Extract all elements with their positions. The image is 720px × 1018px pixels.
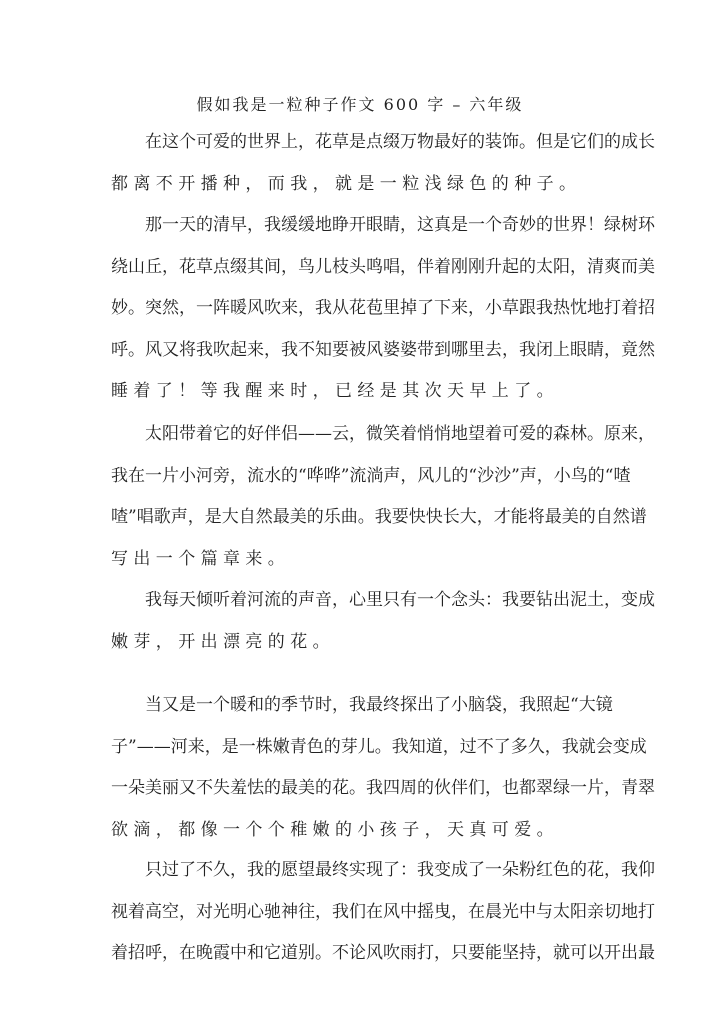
text-line: 着招呼，在晚霞中和它道别。不论风吹雨打，只要能坚持，就可以开出最 xyxy=(111,943,655,963)
paragraph-1 xyxy=(111,122,655,205)
paragraph-5 xyxy=(111,685,655,851)
paragraph-2 xyxy=(111,205,655,413)
text-line: 子”——河来，是一株嫩青色的芽儿。我知道，过不了多久，我就会变成 xyxy=(111,736,647,757)
text-line: 欲滴，都像一个个稚嫩的小孩子，天真可爱。 xyxy=(111,819,559,840)
text-line: 呼。风又将我吹起来，我不知要被风婆婆带到哪里去，我闭上眼睛，竟然 xyxy=(111,339,655,360)
text-line: 在这个可爱的世界上，花草是点缀万物最好的装饰。但是它们的成长 xyxy=(145,132,655,152)
paragraph-4 xyxy=(111,580,655,663)
text-line: 太阳带着它的好伴侣——云，微笑着悄悄地望着可爱的森林。原来， xyxy=(145,424,655,444)
text-line: 睡着了！等我醒来时，已经是其次天早上了。 xyxy=(111,381,559,401)
text-line: 我每天倾听着河流的声音，心里只有一个念头：我要钻出泥土，变成 xyxy=(145,590,655,610)
text-line: 绕山丘，花草点缀其间，鸟儿枝头鸣唱，伴着刚刚升起的太阳，清爽而美 xyxy=(111,256,655,277)
text-line: 都离不开播种，而我，就是一粒浅绿色的种子。 xyxy=(111,173,582,194)
document-title: 假如我是一粒种子作文 600 字 – 六年级 xyxy=(196,95,524,114)
text-line: 妙。突然，一阵暖风吹来，我从花苞里掉了下来，小草跟我热忱地打着招 xyxy=(111,298,655,318)
text-line: 一朵美丽又不失羞怯的最美的花。我四周的伙伴们，也都翠绿一片，青翠 xyxy=(111,778,655,798)
text-line: 我在一片小河旁，流水的“哗哗”流淌声，风儿的“沙沙”声，小鸟的“喳 xyxy=(111,465,631,486)
text-line: 喳”唱歌声，是大自然最美的乐曲。我要快快长大，才能将最美的自然谱 xyxy=(111,507,647,527)
text-line: 那一天的清早，我缓缓地睁开眼睛，这真是一个奇妙的世界！绿树环 xyxy=(145,215,655,235)
text-line: 嫩芽，开出漂亮的花。 xyxy=(111,631,335,652)
paragraph-6 xyxy=(111,850,655,975)
text-line: 视着高空，对光明心驰神往，我们在风中摇曳，在晨光中与太阳亲切地打 xyxy=(111,901,655,922)
paragraph-3 xyxy=(111,414,655,580)
text-line: 当又是一个暖和的季节时，我最终探出了小脑袋，我照起“大镜 xyxy=(145,695,613,715)
text-line: 写出一个篇章来。 xyxy=(111,548,291,569)
text-line: 只过了不久，我的愿望最终实现了：我变成了一朵粉红色的花，我仰 xyxy=(145,860,655,880)
